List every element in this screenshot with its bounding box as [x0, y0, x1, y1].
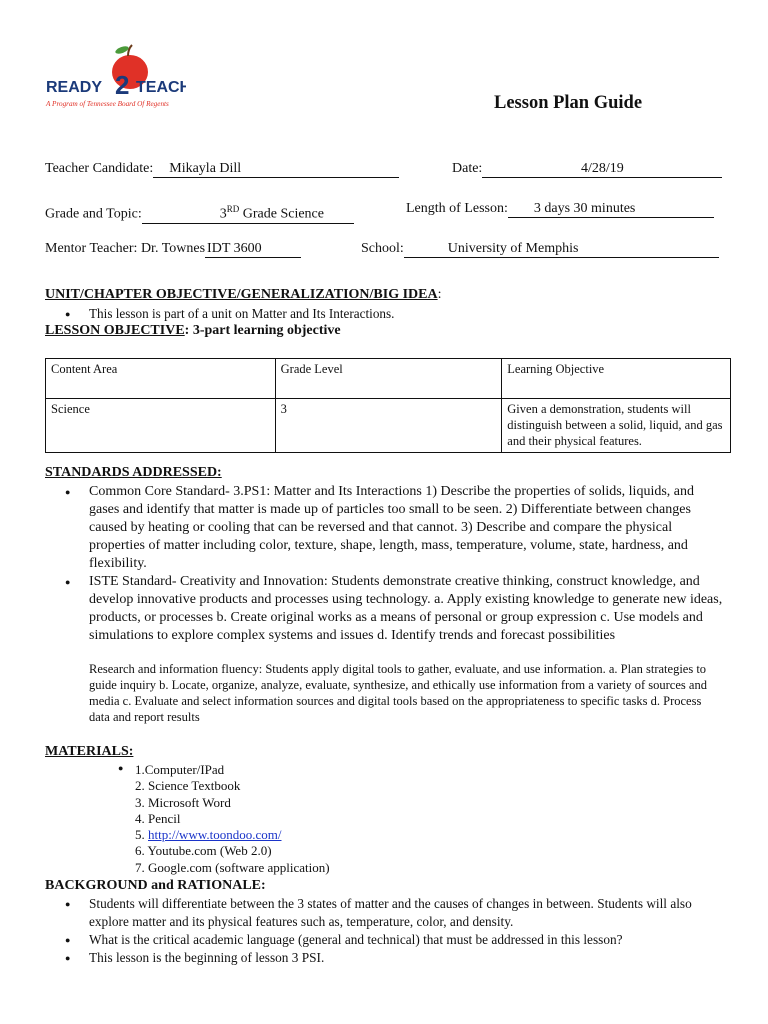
date-value: 4/28/19 — [482, 161, 722, 178]
logo-ready-text: READY — [46, 79, 103, 96]
learning-objective-table — [45, 358, 731, 453]
list-item: 2. Science Textbook — [135, 778, 241, 794]
table-header-cell: Grade Level — [275, 359, 502, 399]
page-title: Lesson Plan Guide — [494, 93, 643, 113]
list-item: ● What is the critical academic language (general and technical) that must be addressed in this lesson? — [45, 931, 725, 949]
lesson-objective-heading: LESSON OBJECTIVE: 3-part learning objective — [45, 323, 341, 338]
grade-topic-label: Grade and Topic: — [45, 206, 142, 222]
unit-objective-heading: UNIT/CHAPTER OBJECTIVE/GENERALIZATION/BIG IDEA: — [45, 287, 442, 302]
ready2teach-logo — [44, 44, 186, 116]
teacher-candidate-label: Teacher Candidate: — [45, 161, 154, 176]
grade-topic-field — [45, 201, 354, 224]
list-item: 7. Google.com (software application) — [135, 859, 330, 875]
list-item: 6. Youtube.com (Web 2.0) — [135, 843, 272, 859]
school-value: University of Memphis — [404, 241, 719, 258]
length-of-lesson-field — [406, 201, 714, 218]
toondoo-link[interactable]: http://www.toondoo.com/ — [148, 827, 282, 843]
length-of-lesson-label: Length of Lesson: — [406, 201, 508, 216]
table-cell: Science — [46, 399, 276, 453]
grade-topic-value: 3RD Grade Science — [142, 201, 354, 224]
list-item: 5. http://www.toondoo.com/ — [135, 827, 282, 843]
table-header-cell: Learning Objective — [502, 359, 731, 399]
table-header-row — [46, 359, 731, 399]
logo-teach-text: TEACH — [136, 79, 186, 96]
list-item: 4. Pencil — [135, 810, 181, 826]
date-label: Date: — [452, 161, 483, 176]
bullet-icon: ● — [118, 763, 124, 773]
standards-heading: STANDARDS ADDRESSED: — [45, 465, 222, 480]
logo-two-text: 2 — [115, 70, 130, 100]
mentor-teacher-value: IDT 3600 — [205, 241, 301, 258]
length-of-lesson-value: 3 days 30 minutes — [508, 201, 714, 218]
school-field — [361, 241, 719, 258]
apple-logo-icon — [44, 44, 186, 116]
table-cell: 3 — [275, 399, 502, 453]
table-cell: Given a demonstration, students will distinguish between a solid, liquid, and gas and their physical features. — [502, 399, 731, 453]
standards-continuation: Research and information fluency: Students apply digital tools to gather, evaluate, and use information. a. Plan strategies to guide inquiry b. Locate, organize, analyze, evaluate, synthesize, and ethically use information from a variety of sources and media c. Evaluate and select information sources and digital tools based on the appropriateness to specific tasks d. Process data and report results — [89, 662, 707, 724]
list-item: ● ISTE Standard- Creativity and Innovation: Students demonstrate creative thinking, construct knowledge, and develop innovative products and processes using technology. a. Apply existing knowledge to generate new ideas, products, or processes b. Create original works as a means of personal or group expression c. Use models and simulations to explore complex systems and issues d. Identify trends and forecast possibilities — [45, 573, 725, 645]
unit-objective-list — [45, 305, 735, 323]
list-item: ● This lesson is part of a unit on Matter and Its Interactions. — [45, 305, 735, 323]
list-item: ● Students will differentiate between the 3 states of matter and the causes of changes in between. Students will also explore matter and its physical features such as, temperature, color, and density. — [45, 895, 725, 931]
mentor-teacher-label: Mentor Teacher: Dr. Townes — [45, 241, 206, 256]
materials-heading: MATERIALS: — [45, 744, 134, 759]
list-item: 1.Computer/IPad — [135, 762, 225, 777]
background-heading: BACKGROUND and RATIONALE: — [45, 878, 266, 893]
mentor-teacher-field — [45, 241, 301, 258]
standards-list — [45, 483, 725, 645]
list-item: ● Common Core Standard- 3.PS1: Matter and Its Interactions 1) Describe the properties of solids, liquids, and gases and identify that matter is made up of particles too small to be seen. 2) Differentiate between changes caused by heating or cooling that can be reversed and that cannot. 3) Describe and compare the physical properties of matter including color, texture, shape, length, mass, temperature, volume, state, hardness, and flexibility. — [45, 483, 725, 573]
list-item: ● This lesson is the beginning of lesson 3 PSI. — [45, 949, 725, 967]
school-label: School: — [361, 241, 404, 256]
date-field — [452, 161, 722, 178]
table-row — [46, 399, 731, 453]
logo-tagline: A Program of Tennessee Board Of Regents — [46, 100, 169, 108]
teacher-candidate-value: Mikayla Dill — [153, 161, 399, 178]
background-list — [45, 895, 725, 967]
table-header-cell: Content Area — [46, 359, 276, 399]
teacher-candidate-field — [45, 161, 399, 178]
materials-list — [135, 762, 330, 876]
list-item: 3. Microsoft Word — [135, 794, 231, 810]
